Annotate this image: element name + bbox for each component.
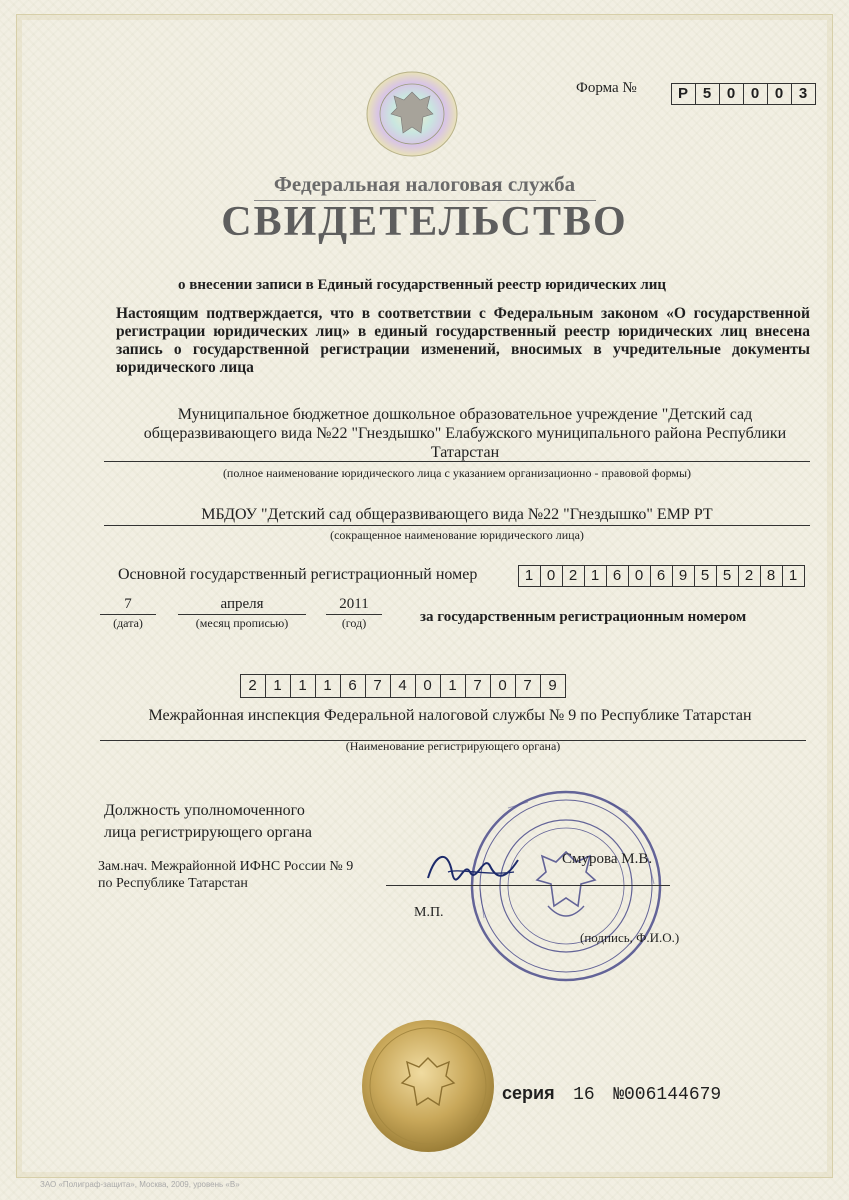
year-line bbox=[326, 614, 382, 615]
organization-short-name: МБДОУ "Детский сад общеразвивающего вида №22 "Гнездышко" ЕМР РТ bbox=[201, 506, 713, 523]
grn-digit: 0 bbox=[416, 675, 441, 697]
form-code-char: Р bbox=[672, 84, 696, 104]
signature-caption: (подпись, Ф.И.О.) bbox=[580, 930, 680, 945]
ogrn-digit: 5 bbox=[695, 566, 717, 586]
grn-digit: 9 bbox=[548, 677, 558, 694]
signatory-title bbox=[104, 800, 312, 844]
position-line: Зам.нач. Межрайонной ИФНС России № 9 bbox=[98, 859, 354, 874]
short-name-line bbox=[104, 525, 810, 526]
authority-caption: (Наименование регистрирующего органа) bbox=[345, 739, 561, 753]
signatory-title-line: Должность уполномоченного bbox=[104, 802, 305, 819]
ogrn-digit: 6 bbox=[607, 566, 629, 586]
hologram-emblem-icon bbox=[364, 70, 460, 158]
grn-digit: 7 bbox=[516, 675, 541, 697]
ogrn-digit: 1 bbox=[519, 566, 541, 586]
grn-digit: 1 bbox=[266, 675, 291, 697]
ogrn-digit: 6 bbox=[651, 566, 673, 586]
form-code-char: 0 bbox=[720, 84, 744, 104]
ogrn-digit: 5 bbox=[717, 566, 739, 586]
signatory-name: Смурова М.В. bbox=[562, 851, 653, 867]
day-line bbox=[100, 614, 156, 615]
registering-authority: Межрайонная инспекция Федеральной налоговой службы № 9 по Республике Татарстан bbox=[148, 707, 752, 724]
form-code-char: 5 bbox=[696, 84, 720, 104]
grn-digit: 2 bbox=[241, 675, 266, 697]
ogrn-boxes bbox=[518, 565, 805, 587]
series-label: серия bbox=[502, 1083, 555, 1103]
full-name-line bbox=[104, 461, 810, 462]
grn-digit: 4 bbox=[391, 675, 416, 697]
position-line: по Республике Татарстан bbox=[98, 876, 248, 891]
ogrn-digit: 1 bbox=[788, 567, 799, 584]
grn-digit: 7 bbox=[366, 675, 391, 697]
printer-footer: ЗАО «Полиграф-защита», Москва, 2009, уровень «В» bbox=[40, 1180, 240, 1189]
registration-number-label: за государственным регистрационным номером bbox=[420, 609, 747, 625]
ogrn-label: Основной государственный регистрационный номер bbox=[118, 566, 478, 583]
date-day: 7 bbox=[124, 596, 132, 612]
form-code-char: 0 bbox=[768, 84, 792, 104]
form-number-label: Форма № bbox=[576, 80, 637, 96]
full-name-caption: (полное наименование юридического лица с указанием организационно - правовой формы) bbox=[222, 466, 692, 480]
ogrn-digit: 0 bbox=[541, 566, 563, 586]
month-line bbox=[178, 614, 306, 615]
form-code-boxes bbox=[671, 83, 816, 105]
certificate-subtitle: о внесении записи в Единый государственный реестр юридических лиц bbox=[178, 277, 667, 293]
gold-seal-icon bbox=[360, 1018, 496, 1154]
serial-number: №006144679 bbox=[613, 1085, 722, 1105]
ogrn-digit: 9 bbox=[673, 566, 695, 586]
series-value: 16 bbox=[573, 1085, 595, 1105]
issuing-service: Федеральная налоговая служба bbox=[273, 172, 576, 196]
month-caption: (месяц прописью) bbox=[195, 616, 289, 630]
certificate-title: СВИДЕТЕЛЬСТВО bbox=[221, 199, 628, 245]
seal-place-label: М.П. bbox=[414, 905, 444, 920]
form-code-char: 3 bbox=[798, 85, 809, 102]
grn-digit: 6 bbox=[341, 675, 366, 697]
form-code-char: 0 bbox=[744, 84, 768, 104]
grn-digit: 1 bbox=[316, 675, 341, 697]
year-caption: (год) bbox=[341, 616, 367, 630]
grn-digit: 1 bbox=[291, 675, 316, 697]
signatory-position bbox=[98, 858, 353, 892]
grn-digit: 0 bbox=[491, 675, 516, 697]
signatory-title-line: лица регистрирующего органа bbox=[104, 824, 312, 841]
grn-digit: 7 bbox=[466, 675, 491, 697]
ogrn-digit: 2 bbox=[563, 566, 585, 586]
ogrn-digit: 2 bbox=[739, 566, 761, 586]
grn-boxes bbox=[240, 674, 566, 698]
confirmation-text: Настоящим подтверждается, что в соответствии с Федеральным законом «О государственной регистрации юридических лиц» в единый государственный реестр юридических лиц внесена запись о государственной регистрации изменений, вносимых в учредительные документы юридического лица bbox=[116, 305, 810, 376]
organization-full-name: Муниципальное бюджетное дошкольное образовательное учреждение "Детский сад общеразвивающего вида №22 "Гнездышко" Елабужского муниципального района Республики Татарстан bbox=[143, 406, 787, 461]
day-caption: (дата) bbox=[113, 616, 143, 630]
date-month: апреля bbox=[220, 596, 264, 612]
short-name-caption: (сокращенное наименование юридического лица) bbox=[330, 528, 584, 542]
ogrn-digit: 1 bbox=[585, 566, 607, 586]
grn-digit: 1 bbox=[441, 675, 466, 697]
date-year: 2011 bbox=[339, 596, 369, 612]
ogrn-digit: 8 bbox=[761, 566, 783, 586]
signature-line bbox=[386, 885, 670, 886]
ogrn-digit: 0 bbox=[629, 566, 651, 586]
series-block bbox=[502, 1083, 721, 1105]
